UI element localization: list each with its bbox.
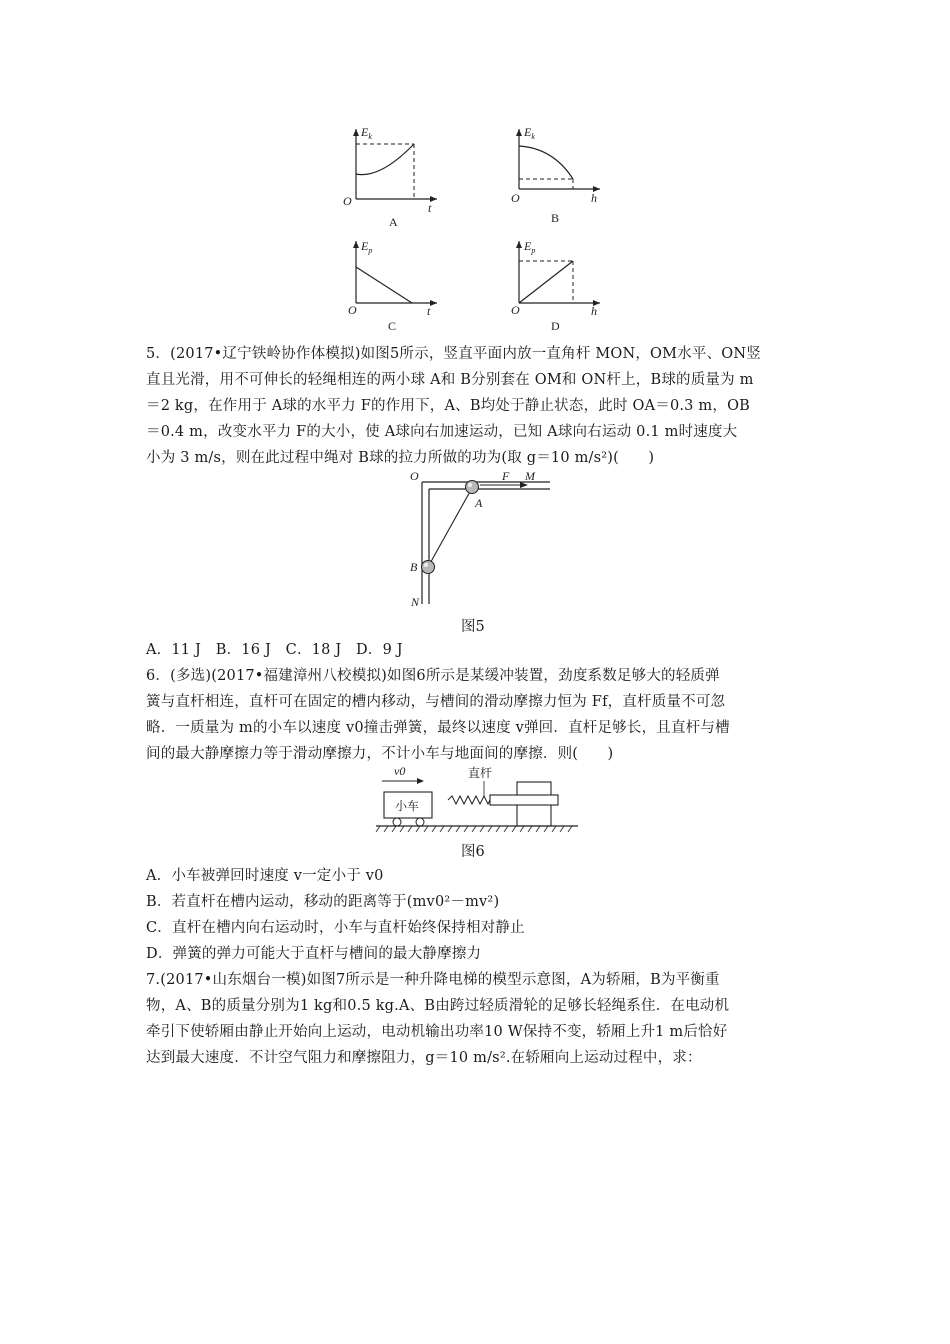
label-a: A: [475, 496, 483, 510]
graph-option-b: [503, 122, 613, 232]
q5-line-5: 小为 3 m/s，则在此过程中绳对 B球的拉力所做的功为(取 g＝10 m/s²)( ): [146, 450, 655, 466]
graph-option-d: [503, 237, 613, 337]
q6-option-b: B．若直杆在槽内运动，移动的距离等于(mv0²－mv²): [146, 894, 500, 910]
q6-line-2: 簧与直杆相连，直杆可在固定的槽内移动，与槽间的滑动摩擦力恒为 Ff，直杆质量不可忽: [146, 694, 726, 710]
q7-line-1: 7.(2017•山东烟台一模)如图7所示是一种升降电梯的模型示意图，A为轿厢，B为平衡重: [146, 972, 720, 988]
svg-text:C: C: [388, 319, 397, 333]
q6-option-a: A．小车被弹回时速度 v一定小于 v0: [146, 868, 384, 884]
label-n: N: [411, 595, 420, 609]
label-car: 小车: [395, 799, 420, 813]
svg-text:Ep: $E_p$: [524, 239, 536, 255]
svg-text:O: O: [511, 303, 520, 317]
label-b: B: [410, 560, 418, 574]
q5-line-2: 直且光滑，用不可伸长的轻绳相连的两小球 A和 B分别套在 OM和 ON杆上，B球的质量为 m: [146, 372, 754, 388]
q6-line-3: 略．一质量为 m的小车以速度 v0撞击弹簧，最终以速度 v弹回．直杆足够长，且直杆与槽: [146, 720, 730, 736]
svg-text:O: O: [348, 303, 357, 317]
label-rod: 直杆: [468, 766, 493, 780]
graph-option-a: [340, 122, 450, 232]
figure-6-caption: 图6: [461, 844, 485, 860]
q6-line-1: 6．(多选)(2017•福建漳州八校模拟)如图6所示是某缓冲装置，劲度系数足够大的轻质弹: [146, 668, 720, 684]
option-letter: A: [389, 215, 398, 229]
svg-text:D: D: [551, 319, 560, 333]
xlabel: t: [428, 201, 432, 215]
q6-option-d: D．弹簧的弹力可能大于直杆与槽间的最大静摩擦力: [146, 946, 482, 962]
svg-text:B: B: [551, 211, 560, 225]
label-m: M: [525, 469, 535, 483]
ylabel-e: E: [361, 125, 369, 139]
figure-6-diagram: [372, 764, 582, 836]
q5-line-1: 5．(2017•辽宁铁岭协作体模拟)如图5所示，竖直平面内放一直角杆 MON，OM水平、ON竖: [146, 346, 761, 362]
figure-5-diagram: [400, 470, 560, 610]
q5-options: A．11 J B．16 J C．18 J D．9 J: [146, 642, 403, 658]
svg-text:t: t: [427, 304, 431, 318]
q7-line-2: 物，A、B的质量分别为1 kg和0.5 kg.A、B由跨过轻质滑轮的足够长轻绳系住．在电动机: [146, 998, 730, 1014]
figure-5-caption: 图5: [461, 619, 485, 635]
svg-text:h: h: [591, 304, 597, 318]
label-v0: v0: [394, 764, 406, 778]
graph-option-c: [340, 237, 450, 337]
label-o: O: [410, 469, 419, 483]
origin-label: O: [343, 194, 352, 208]
svg-text:h: h: [591, 191, 597, 205]
q5-line-4: ＝0.4 m，改变水平力 F的大小，使 A球向右加速运动，已知 A球向右运动 0.1 m时速度大: [146, 424, 738, 440]
q5-line-3: ＝2 kg，在作用于 A球的水平力 F的作用下，A、B均处于静止状态，此时 OA＝0.3 m，OB: [146, 398, 751, 414]
svg-text:v0: [394, 764, 405, 778]
svg-text:Ek: $E_k$: [361, 125, 372, 141]
label-f: F: [502, 469, 510, 483]
svg-text:Ek: $E_k$: [524, 125, 535, 141]
svg-text:Ep: $E_p$: [361, 239, 373, 255]
q7-line-4: 达到最大速度．不计空气阻力和摩擦阻力，g＝10 m/s².在轿厢向上运动过程中，求：: [146, 1050, 702, 1066]
q6-line-4: 间的最大静摩擦力等于滑动摩擦力，不计小车与地面间的摩擦．则( ): [146, 746, 614, 762]
svg-text:O: O: [511, 191, 520, 205]
q6-option-c: C．直杆在槽内向右运动时，小车与直杆始终保持相对静止: [146, 920, 525, 936]
q7-line-3: 牵引下使轿厢由静止开始向上运动，电动机输出功率10 W保持不变，轿厢上升1 m后恰好: [146, 1024, 728, 1040]
